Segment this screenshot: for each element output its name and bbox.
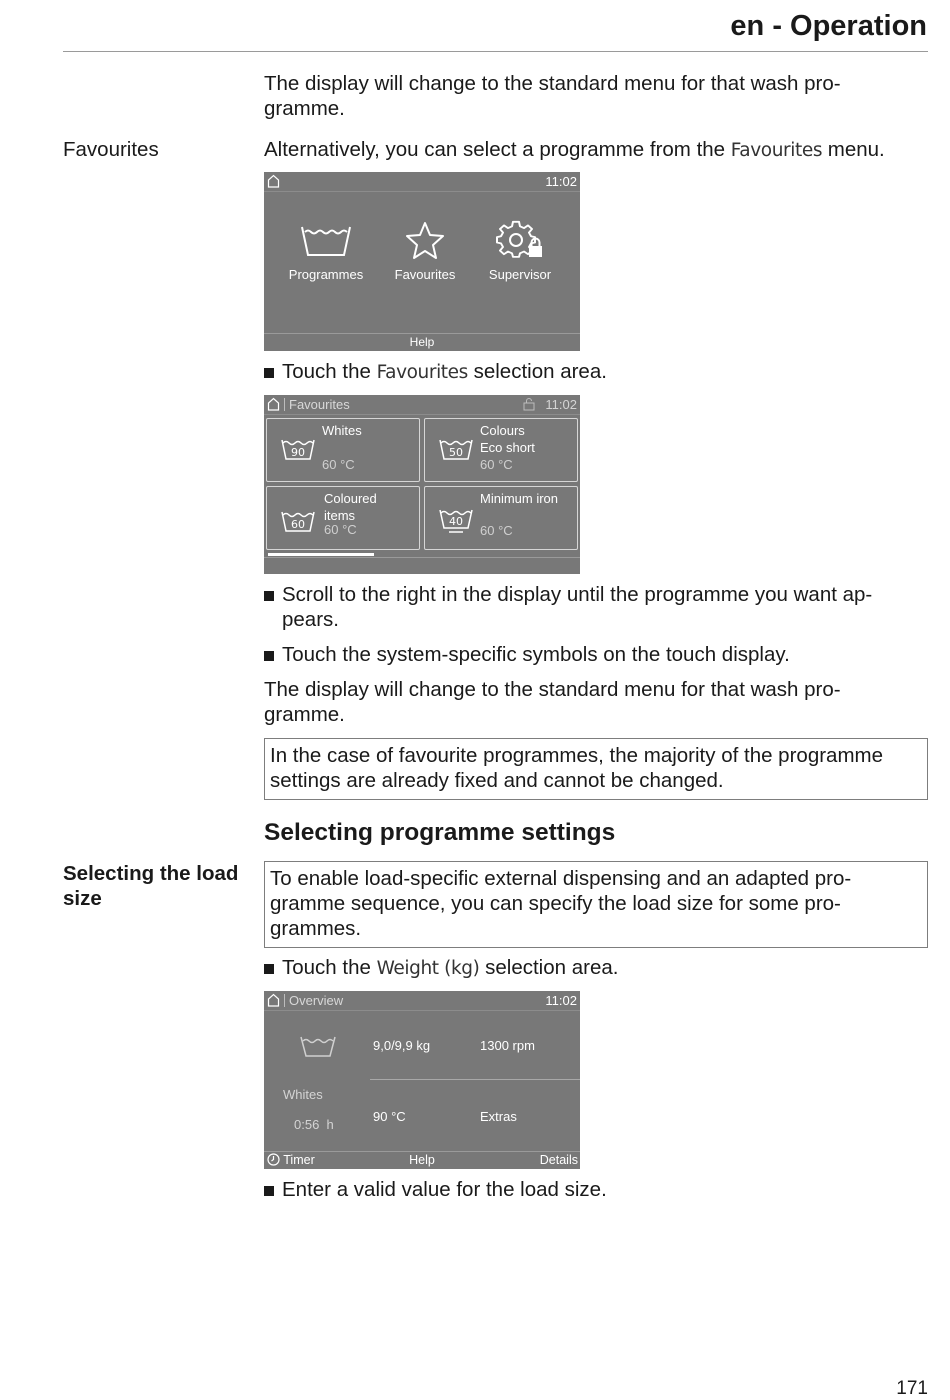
side-label-load-size	[63, 861, 253, 911]
svg-text:90: 90	[291, 446, 305, 459]
favourites-text-after: menu.	[822, 138, 885, 161]
bullet-line: pears.	[282, 608, 339, 631]
weight-ui-word: Weight (kg)	[376, 958, 480, 979]
bullet-square-icon	[264, 591, 274, 601]
tile-name-line: Eco short	[480, 440, 535, 455]
clock-time: 11:02	[545, 397, 577, 412]
favourite-tile-colours-eco[interactable]	[424, 418, 578, 482]
weight-selection[interactable]: 9,0/9,9 kg	[373, 1038, 431, 1053]
tile-name: Minimum iron	[480, 491, 559, 506]
tile-name-line: Colours	[480, 423, 525, 438]
home-icon[interactable]	[267, 174, 280, 193]
device-screen-favourites	[264, 395, 580, 574]
favourite-tile-coloured-items[interactable]	[266, 486, 420, 550]
home-icon[interactable]	[267, 993, 280, 1012]
note-line: grammes.	[270, 917, 362, 940]
bullet-text: selection area.	[479, 956, 619, 979]
bullet-text: Touch the	[282, 956, 377, 979]
note-line: To enable load-specific external dispensing and an adapted pro-	[270, 867, 852, 890]
side-label-favourites: Favourites	[63, 138, 159, 161]
tile-name: Whites	[322, 423, 362, 438]
favourites-text-before: Alternatively, you can select a programme from the	[264, 138, 731, 161]
star-icon	[403, 220, 447, 260]
tile-name-line: Coloured	[324, 491, 377, 506]
scroll-indicator[interactable]	[268, 553, 374, 556]
bullet-text: selection area.	[467, 360, 607, 383]
extras-selection[interactable]: Extras	[480, 1109, 517, 1124]
help-button[interactable]: Help	[409, 335, 435, 349]
lock-open-icon	[522, 397, 536, 416]
wash-tub-60-icon	[281, 509, 315, 533]
page-number: 171	[896, 1378, 928, 1399]
tile-name	[480, 422, 535, 456]
page-header-title: en - Operation	[730, 10, 927, 42]
bullet-square-icon	[264, 964, 274, 974]
standard-menu-paragraph	[264, 677, 928, 727]
favourites-ui-word: Favourites	[730, 140, 823, 161]
programme-name: Whites	[283, 1087, 323, 1102]
details-button[interactable]: Details	[539, 1153, 578, 1167]
title-separator	[284, 994, 285, 1007]
bullet-text: Touch the system-specific symbols on the touch display.	[282, 643, 790, 666]
status-bar	[264, 991, 580, 1011]
intro-line: gramme.	[264, 97, 345, 120]
note-box-load-size	[264, 861, 928, 948]
tile-temp: 60 °C	[480, 523, 513, 538]
wash-tub-50-icon	[439, 437, 473, 461]
device-screen-main-menu	[264, 172, 580, 351]
note-line: In the case of favourite programmes, the majority of the programme	[270, 744, 883, 767]
instruction-touch-symbols	[264, 642, 928, 667]
bullet-line: Scroll to the right in the display until the programme you want ap-	[282, 583, 873, 606]
clock-time: 11:02	[545, 174, 577, 189]
tile-name-line: items	[324, 508, 356, 523]
bullet-square-icon	[264, 1186, 274, 1196]
header-divider	[63, 51, 928, 52]
favourites-paragraph	[264, 137, 928, 163]
wash-tub-90-icon	[281, 437, 315, 461]
instruction-touch-favourites	[264, 359, 928, 385]
temperature-selection[interactable]: 90 °C	[373, 1109, 406, 1124]
menu-item-label: Programmes	[288, 267, 364, 282]
spin-speed-selection[interactable]: 1300 rpm	[480, 1038, 535, 1053]
paragraph-line: gramme.	[264, 703, 345, 726]
wash-tub-40-iron-icon	[439, 507, 473, 535]
side-label-line: Selecting the load	[63, 862, 239, 885]
footer-divider	[264, 333, 580, 334]
menu-item-label: Supervisor	[488, 267, 552, 282]
side-label-line: size	[63, 887, 102, 910]
programme-duration: 0:56 h	[294, 1117, 334, 1132]
instruction-scroll	[264, 582, 928, 632]
favourites-ui-word: Favourites	[376, 362, 468, 383]
screen-title: Favourites	[289, 397, 350, 412]
tile-temp: 60 °C	[480, 457, 513, 472]
instruction-touch-weight	[264, 955, 928, 981]
footer-divider	[264, 557, 580, 558]
menu-item-label: Favourites	[394, 267, 456, 282]
bullet-square-icon	[264, 651, 274, 661]
tile-temp: 60 °C	[322, 457, 355, 472]
wash-tub-icon	[298, 220, 354, 260]
help-button[interactable]: Help	[409, 1153, 435, 1167]
paragraph-line: The display will change to the standard menu for that wash pro-	[264, 678, 841, 701]
clock-time: 11:02	[545, 993, 577, 1008]
intro-line: The display will change to the standard menu for that wash pro-	[264, 72, 841, 95]
grid-divider	[370, 1079, 580, 1080]
svg-text:60: 60	[291, 518, 305, 531]
instruction-enter-load	[264, 1177, 928, 1202]
home-icon[interactable]	[267, 397, 280, 416]
svg-text:50: 50	[449, 446, 463, 459]
bullet-square-icon	[264, 368, 274, 378]
status-bar	[264, 172, 580, 192]
svg-text:40: 40	[449, 515, 463, 528]
favourite-tile-minimum-iron[interactable]	[424, 486, 578, 550]
status-bar	[264, 395, 580, 415]
footer-divider	[264, 1151, 580, 1152]
tile-name	[324, 490, 377, 524]
timer-label: Timer	[283, 1153, 315, 1167]
screen-title: Overview	[289, 993, 344, 1008]
title-separator	[284, 398, 285, 411]
device-screen-overview	[264, 991, 580, 1169]
menu-item-favourites[interactable]	[384, 220, 466, 282]
menu-item-programmes[interactable]	[284, 220, 368, 282]
menu-item-supervisor[interactable]	[478, 220, 562, 282]
intro-paragraph	[264, 71, 928, 121]
gear-lock-icon	[492, 220, 548, 260]
bullet-text: Enter a valid value for the load size.	[282, 1178, 607, 1201]
section-heading: Selecting programme settings	[264, 819, 616, 846]
tile-temp: 60 °C	[324, 522, 357, 537]
favourite-tile-whites[interactable]	[266, 418, 420, 482]
note-line: settings are already fixed and cannot be changed.	[270, 769, 724, 792]
bullet-text: Touch the	[282, 360, 377, 383]
note-box-favourites	[264, 738, 928, 800]
note-line: gramme sequence, you can specify the load size for some pro-	[270, 892, 841, 915]
wash-tub-icon	[300, 1033, 336, 1064]
